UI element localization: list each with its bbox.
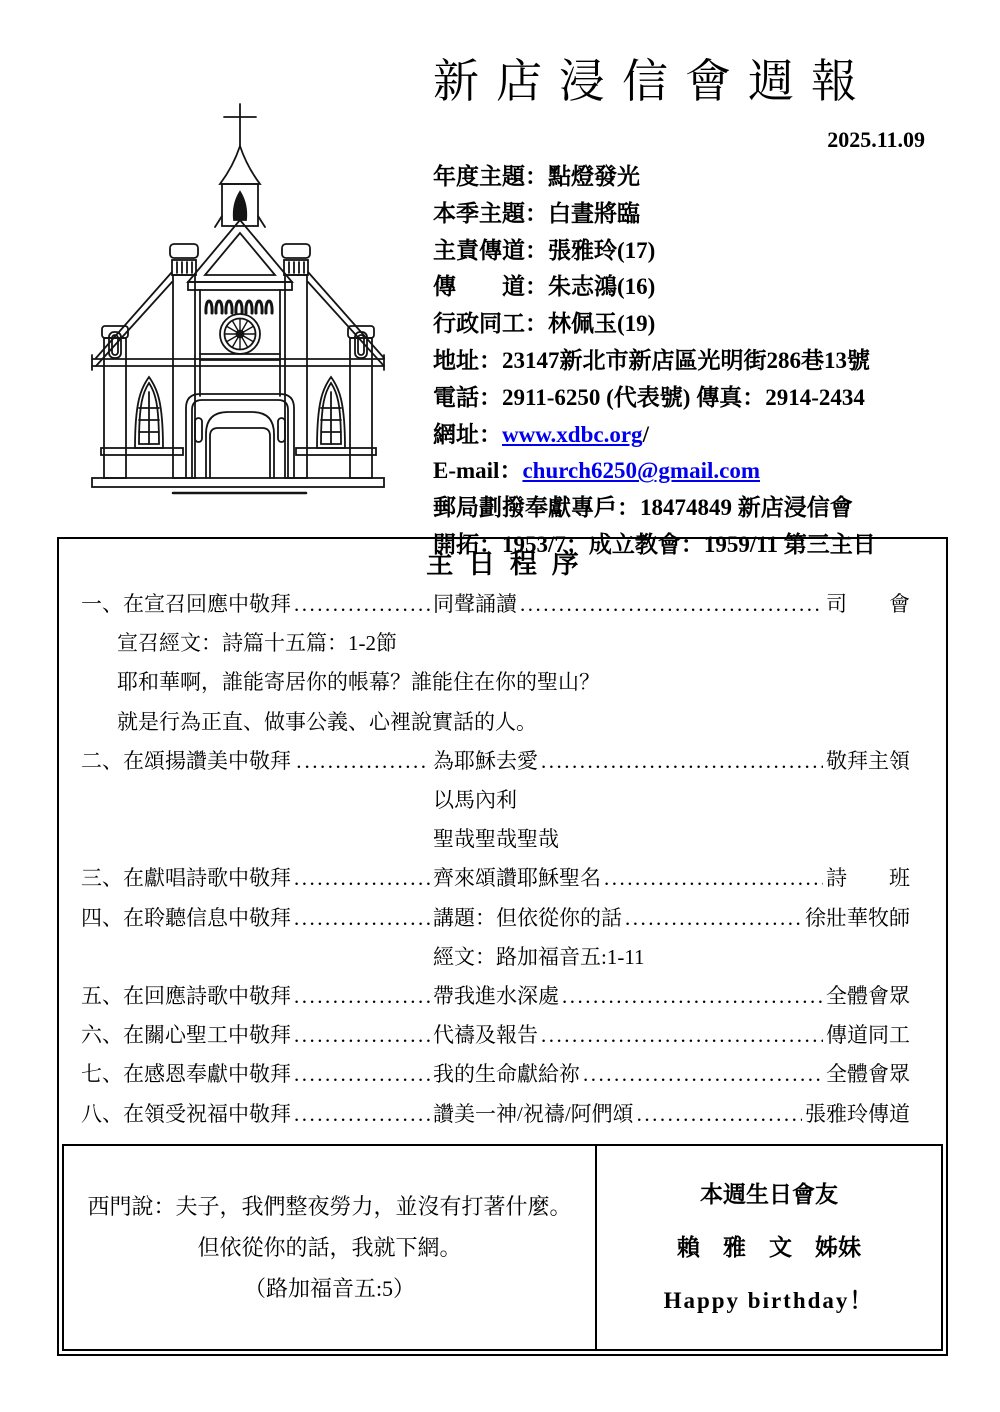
program-box — [57, 537, 948, 1356]
item-number: 七、 — [81, 1062, 123, 1087]
item-number: 五、 — [81, 984, 123, 1009]
item-person: 傳道同工 — [826, 1023, 910, 1048]
item-activity: 在宣召回應中敬拜 — [123, 592, 291, 616]
scripture-text: 耶和華啊，誰能寄居你的帳幕？誰能住在你的聖山？ — [117, 670, 600, 695]
dot-leader — [294, 977, 430, 1016]
item-activity: 在領受祝福中敬拜 — [123, 1101, 291, 1126]
birthday-heading: 本週生日會友 — [700, 1182, 838, 1207]
song-title: 聖哉聖哉聖哉 — [433, 827, 559, 852]
item-person: 徐壯華牧師 — [805, 905, 910, 930]
item-content: 帶我進水深處 — [433, 984, 559, 1009]
program-list — [59, 581, 946, 1134]
dot-leader — [604, 859, 823, 898]
website-label: 網址： — [433, 421, 502, 447]
item-activity: 在感恩奉獻中敬拜 — [123, 1062, 291, 1087]
dot-leader — [583, 1055, 823, 1094]
email-link[interactable]: church6250@gmail.com — [522, 458, 760, 484]
info-line-annual-theme: 年度主題：點燈發光 — [433, 164, 640, 189]
item-number: 一、 — [81, 592, 123, 616]
program-subrow — [81, 781, 910, 820]
item-number: 三、 — [81, 866, 123, 891]
info-line-minister: 傳 道：朱志鴻(16) — [433, 274, 656, 300]
church-illustration — [88, 96, 388, 496]
dot-leader — [294, 585, 430, 624]
item-number: 八、 — [81, 1101, 123, 1126]
dot-leader — [562, 977, 823, 1016]
item-content: 代禱及報告 — [433, 1023, 538, 1048]
info-line-address: 地址：23147新北市新店區光明街286巷13號 — [433, 347, 870, 373]
birthday-name: 賴 雅 文 姊妹 — [677, 1235, 861, 1260]
info-line-email — [433, 453, 876, 490]
website-suffix: / — [642, 421, 649, 447]
item-person: 全體會眾 — [826, 1062, 910, 1087]
item-activity: 在關心聖工中敬拜 — [123, 1023, 291, 1048]
quote-line: 西門說：夫子，我們整夜勞力，並沒有打著什麼。 — [87, 1194, 572, 1219]
dot-leader — [541, 742, 823, 781]
info-line-season-theme: 本季主題：白晝將臨 — [433, 200, 640, 226]
scripture-text: 宣召經文：詩篇十五篇：1-2節 — [117, 631, 397, 656]
dot-leader — [294, 1095, 430, 1134]
program-row — [81, 742, 910, 781]
program-subrow — [81, 703, 910, 742]
dot-leader — [541, 1016, 823, 1055]
item-content: 為耶穌去愛 — [433, 748, 538, 773]
dot-leader — [294, 1055, 430, 1094]
quote-line: 但依從你的話，我就下網。 — [197, 1235, 462, 1260]
item-person: 詩 班 — [826, 866, 910, 891]
item-activity: 在聆聽信息中敬拜 — [123, 905, 291, 930]
item-content: 齊來頌讚耶穌聖名 — [433, 866, 601, 891]
item-activity: 在回應詩歌中敬拜 — [123, 984, 291, 1009]
program-row — [81, 1095, 910, 1134]
program-title: 主日程序 — [426, 549, 594, 579]
birthday-box — [597, 1146, 941, 1349]
program-row — [81, 899, 910, 938]
item-activity: 在獻唱詩歌中敬拜 — [123, 866, 291, 891]
item-number: 二、 — [81, 748, 123, 773]
program-row — [81, 859, 910, 898]
dot-leader — [294, 1016, 430, 1055]
item-content: 我的生命獻給祢 — [433, 1062, 580, 1087]
program-row — [81, 1016, 910, 1055]
dot-leader — [294, 899, 430, 938]
dot-leader — [637, 1095, 802, 1134]
program-subrow — [81, 663, 910, 702]
quote-reference: （路加福音五:5） — [243, 1276, 416, 1301]
info-line-founded: 開拓：1953/7；成立教會：1959/11 第三主日 — [433, 531, 876, 557]
program-subrow — [81, 938, 910, 977]
birthday-greeting: Happy birthday！ — [663, 1288, 875, 1313]
info-line-postal-account: 郵局劃撥奉獻專戶：18474849 新店浸信會 — [433, 495, 853, 521]
email-label: E-mail： — [433, 458, 523, 484]
church-info — [433, 159, 876, 564]
item-activity: 在頌揚讚美中敬拜 . — [123, 748, 302, 773]
item-content: 講題：但依從你的話 — [433, 905, 622, 930]
program-row — [81, 1055, 910, 1094]
info-line-website — [433, 417, 876, 454]
website-link[interactable]: www.xdbc.org — [502, 421, 643, 447]
item-person: 敬拜主領 — [826, 748, 910, 773]
item-person: 司 會 — [826, 592, 910, 616]
song-title: 以馬內利 — [433, 788, 517, 813]
dot-leader — [625, 899, 802, 938]
item-person: 全體會眾 — [826, 984, 910, 1009]
program-row — [81, 977, 910, 1016]
issue-date: 2025.11.09 — [827, 127, 925, 152]
dot-leader — [305, 742, 431, 781]
info-line-admin-staff: 行政同工：林佩玉(19) — [433, 311, 656, 337]
program-subrow — [81, 624, 910, 663]
program-row — [81, 585, 910, 624]
item-number: 四、 — [81, 905, 123, 930]
scripture-ref: 經文：路加福音五:1-11 — [433, 944, 645, 969]
info-line-phone-fax: 電話：2911-6250 (代表號) 傳真：2914-2434 — [433, 384, 865, 410]
scripture-text: 就是行為正直、做事公義、心裡說實話的人。 — [117, 709, 537, 734]
dot-leader — [520, 585, 823, 624]
scripture-quote-box — [64, 1146, 597, 1349]
item-content: 讚美一神/祝禱/阿們頌 — [433, 1101, 634, 1126]
info-line-lead-minister: 主責傳道：張雅玲(17) — [433, 237, 656, 263]
bottom-table — [62, 1144, 943, 1351]
page-title: 新店浸信會週報 — [433, 56, 874, 107]
program-subrow — [81, 820, 910, 859]
dot-leader — [294, 859, 430, 898]
item-person: 張雅玲傳道 — [805, 1101, 910, 1126]
item-number: 六、 — [81, 1023, 123, 1048]
item-content: 同聲誦讀 — [433, 592, 517, 616]
